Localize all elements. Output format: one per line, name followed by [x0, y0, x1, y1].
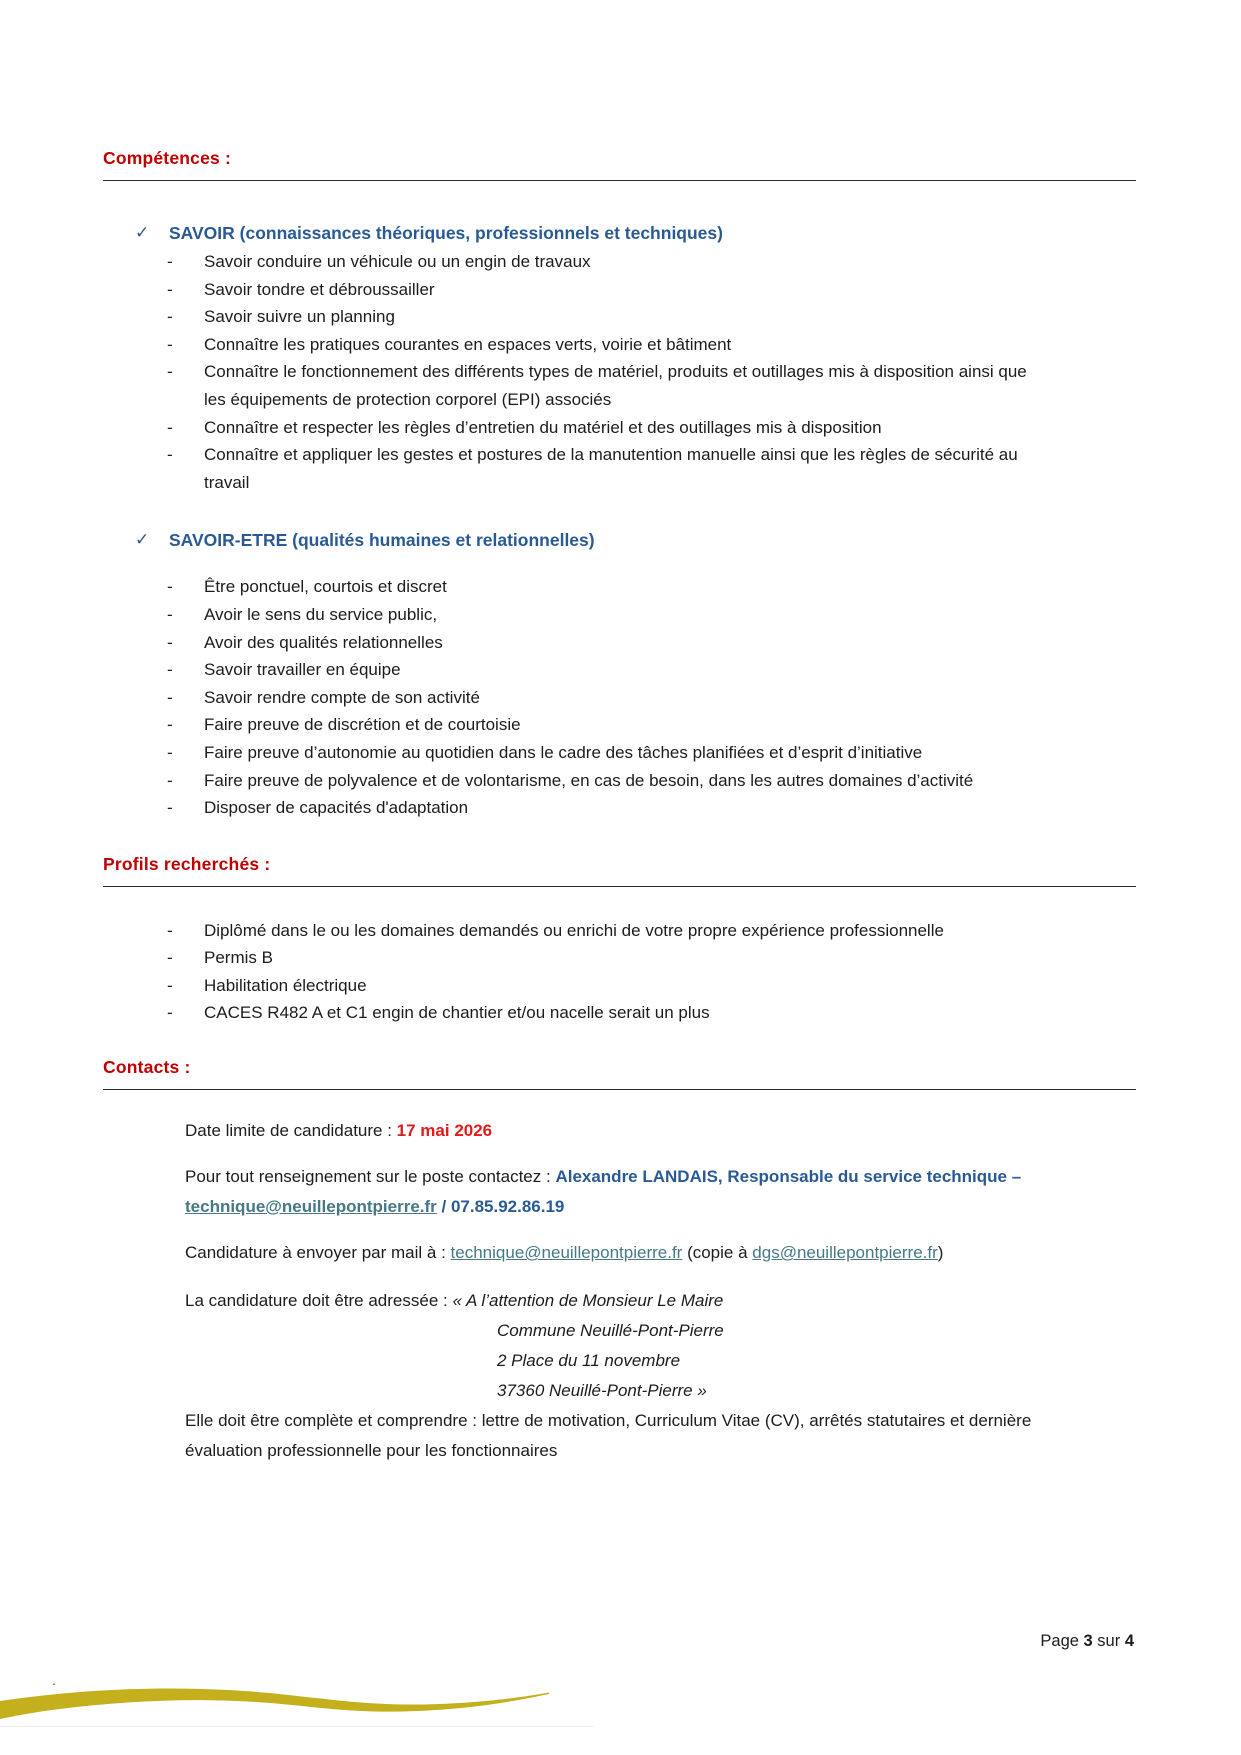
email-link-technique-2[interactable]: technique@neuillepontpierre.fr	[450, 1243, 683, 1263]
savoir-list	[103, 248, 1136, 496]
address-attention-line: « A l’attention de Monsieur Le Maire	[452, 1291, 724, 1311]
dash-bullet: -	[167, 798, 173, 818]
list-item	[167, 944, 1136, 972]
item-text: Connaître les pratiques courantes en espaces verts, voirie et bâtiment	[204, 334, 732, 354]
dash-bullet: -	[167, 252, 173, 271]
dash-bullet: -	[167, 604, 173, 624]
email-link-dgs[interactable]: dgs@neuillepontpierre.fr	[752, 1243, 938, 1263]
dash-bullet: -	[167, 362, 173, 382]
list-item	[167, 999, 1136, 1027]
list-item	[167, 414, 1136, 442]
section-title-profils: Profils recherchés :	[103, 854, 1136, 887]
dash-bullet: -	[167, 577, 173, 597]
contact-info-paragraph	[185, 1162, 1037, 1222]
contact-name: Alexandre LANDAIS, Responsable du service technique –	[555, 1167, 1022, 1187]
dash-bullet: -	[167, 975, 173, 995]
application-end-text: )	[937, 1243, 944, 1263]
list-item	[167, 303, 1136, 331]
application-middle-text: (copie à	[682, 1243, 753, 1263]
list-item	[167, 331, 1136, 359]
list-item	[167, 248, 1136, 276]
list-item	[167, 573, 1136, 601]
list-item	[167, 684, 1136, 712]
item-text: Diplômé dans le ou les domaines demandés ou enrichi de votre propre expérience professionnelle	[204, 920, 944, 940]
address-first-line	[185, 1286, 1037, 1316]
dash-bullet: -	[167, 948, 173, 968]
dash-bullet: -	[167, 687, 173, 707]
list-item	[167, 656, 1136, 684]
deadline-label: Date limite de candidature :	[185, 1121, 397, 1141]
group-heading-label: SAVOIR (connaissances théoriques, professionnels et techniques)	[169, 223, 723, 243]
list-item	[167, 601, 1136, 629]
list-item	[167, 917, 1136, 945]
item-text: Faire preuve d’autonomie au quotidien dans le cadre des tâches planifiées et d’esprit d’initiative	[204, 742, 923, 762]
dash-bullet: -	[167, 920, 173, 940]
checkmark-icon: ✓	[135, 530, 150, 550]
item-text: Connaître et respecter les règles d’entretien du matériel et des outillages mis à disposition	[204, 417, 882, 437]
item-text: Savoir suivre un planning	[204, 307, 395, 327]
checkmark-icon: ✓	[135, 223, 150, 242]
list-item	[167, 739, 1136, 767]
dash-bullet: -	[167, 715, 173, 735]
item-text: Faire preuve de polyvalence et de volontarisme, en cas de besoin, dans les autres domaines d’activité	[204, 770, 974, 790]
list-item	[167, 711, 1136, 739]
item-text: Connaître et appliquer les gestes et postures de la manutention manuelle ainsi que les règles de sécurité au travail	[204, 445, 1018, 492]
page-content	[103, 148, 1136, 1466]
section-title-contacts: Contacts :	[103, 1057, 1136, 1090]
list-item	[167, 794, 1136, 822]
list-item	[167, 441, 1136, 496]
list-item	[167, 276, 1136, 304]
item-text: Savoir tondre et débroussailler	[204, 279, 435, 299]
stray-dot: .	[52, 1672, 56, 1688]
requirements-paragraph: Elle doit être complète et comprendre : lettre de motivation, Curriculum Vitae (CV), arrêtés statutaires et dernière évaluation professionnelle pour les fonctionnaires	[185, 1411, 1032, 1461]
group-heading-label: SAVOIR-ETRE (qualités humaines et relationnelles)	[169, 530, 595, 551]
item-text: Permis B	[204, 948, 273, 968]
item-text: Disposer de capacités d'adaptation	[204, 798, 469, 818]
dash-bullet: -	[167, 445, 173, 465]
dash-bullet: -	[167, 417, 173, 437]
savoir-etre-list	[103, 573, 1136, 821]
group-heading-savoir-etre	[135, 530, 1136, 551]
dash-bullet: -	[167, 1003, 173, 1023]
footer-middle: sur	[1092, 1632, 1125, 1650]
dash-bullet: -	[167, 632, 173, 652]
footer-prefix: Page	[1040, 1632, 1084, 1650]
total-pages: 4	[1124, 1632, 1134, 1650]
list-item	[167, 629, 1136, 657]
faint-divider	[0, 1726, 594, 1727]
list-item	[167, 358, 1136, 413]
address-line: 37360 Neuillé-Pont-Pierre »	[497, 1381, 707, 1401]
list-item	[167, 972, 1136, 1000]
item-text: CACES R482 A et C1 engin de chantier et/ou nacelle serait un plus	[204, 1003, 710, 1023]
group-heading-savoir	[135, 223, 1136, 244]
item-text: Savoir rendre compte de son activité	[204, 687, 480, 707]
contact-info-label: Pour tout renseignement sur le poste contactez :	[185, 1167, 556, 1187]
item-text: Savoir conduire un véhicule ou un engin de travaux	[204, 252, 591, 271]
swoosh-graphic	[0, 1682, 560, 1726]
item-text: Avoir des qualités relationnelles	[204, 632, 443, 652]
item-text: Habilitation électrique	[204, 975, 367, 995]
address-label: La candidature doit être adressée :	[185, 1291, 453, 1311]
page-footer	[1040, 1632, 1134, 1651]
address-line: Commune Neuillé-Pont-Pierre	[497, 1321, 724, 1341]
contact-phone: / 07.85.92.86.19	[436, 1197, 565, 1217]
deadline-paragraph	[185, 1116, 1037, 1146]
dash-bullet: -	[167, 307, 173, 327]
application-label: Candidature à envoyer par mail à :	[185, 1243, 451, 1263]
item-text: Avoir le sens du service public,	[204, 604, 438, 624]
item-text: Savoir travailler en équipe	[204, 660, 401, 680]
deadline-date: 17 mai 2026	[396, 1121, 493, 1141]
section-title-competences: Compétences :	[103, 148, 1136, 181]
item-text: Faire preuve de discrétion et de courtoisie	[204, 715, 521, 735]
dash-bullet: -	[167, 742, 173, 762]
dash-bullet: -	[167, 660, 173, 680]
address-line: 2 Place du 11 novembre	[497, 1351, 681, 1371]
profils-list	[103, 917, 1136, 1027]
item-text: Être ponctuel, courtois et discret	[204, 577, 447, 597]
address-paragraph	[185, 1286, 1037, 1406]
item-text: Connaître le fonctionnement des différents types de matériel, produits et outillages mis à disposition ainsi que les équipements de protection corporel (EPI) associés	[204, 362, 1027, 409]
dash-bullet: -	[167, 770, 173, 790]
list-item	[167, 767, 1136, 795]
dash-bullet: -	[167, 334, 173, 354]
page-number: 3	[1083, 1632, 1093, 1650]
email-link-technique[interactable]: technique@neuillepontpierre.fr	[185, 1197, 437, 1217]
dash-bullet: -	[167, 279, 173, 299]
application-paragraph	[185, 1238, 1037, 1268]
